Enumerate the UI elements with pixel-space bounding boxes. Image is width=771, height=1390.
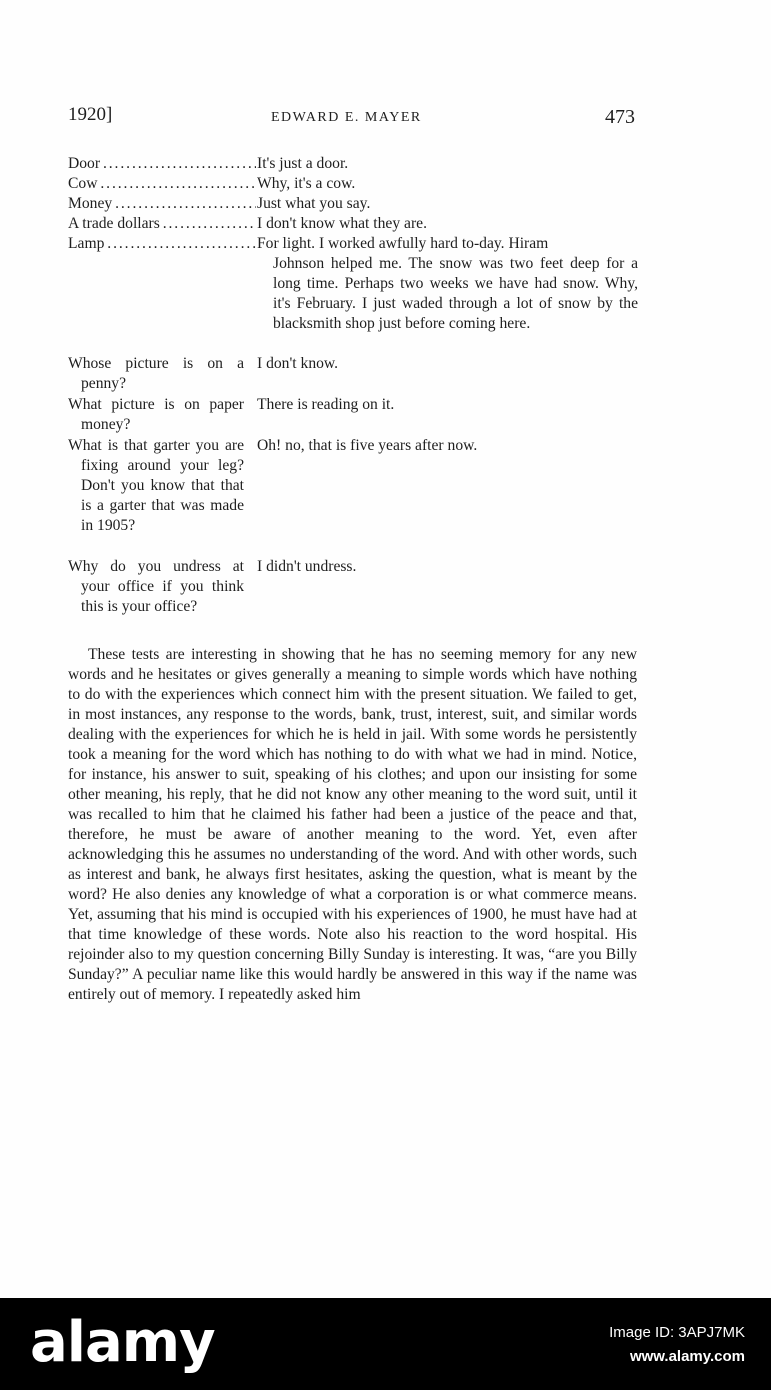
test-answer: Why, it's a cow. (257, 175, 356, 192)
image-id: Image ID: 3APJ7MK (609, 1324, 745, 1341)
question-text: Whose picture is on a penny? (68, 355, 244, 392)
running-head-year: 1920] (68, 104, 113, 125)
test-answer: Just what you say. (257, 195, 371, 212)
test-answer: I don't know what they are. (257, 215, 427, 232)
test-answer: It's just a door. (257, 155, 349, 172)
question-answer: I didn't undress. (257, 558, 357, 575)
test-answer-first-line: For light. I worked awfully hard to-day. Hiram (257, 235, 549, 252)
question-answer: Oh! no, that is five years after now. (257, 437, 478, 454)
test-word: Lamp . . . (68, 235, 256, 252)
test-word: Cow . . . (68, 175, 256, 192)
question-text: Why do you undress at your office if you think this is your office? (68, 558, 244, 615)
site-url: www.alamy.com (629, 1348, 745, 1365)
test-answer-continuation: Johnson helped me. The snow was two feet deep for a long time. Perhaps two weeks we have had snow. Why, it's February. I just waded through a lot of snow by the blacksmith shop just before coming here. (273, 255, 638, 332)
alamy-logo: alamy (30, 1310, 215, 1375)
test-word: Money . . . (68, 195, 256, 212)
page-number: 473 (605, 106, 635, 128)
body-paragraph: These tests are interesting in showing that he has no seeming memory for any new words and he hesitates or gives generally a meaning to simple words which have nothing to do with the experiences which connect him with the present situation. We failed to get, in most instances, any response to the words, bank, trust, interest, suit, and similar words dealing with the experiences for which he is held in jail. With some words he persistently took a meaning for the word which has nothing to do with what we had in mind. Notice, for instance, his answer to suit, speaking of his clothes; and upon our insisting for some other meaning, his reply, that he did not know any other meaning to the word suit, until it was recalled to him that he claimed his father had been a justice of the peace and that, therefore, he must be aware of another meaning to the word. Yet, even after acknowledging this he assumes no understanding of the word. And with other words, such as interest and bank, he always first hesitates, asking the question, what is meant by the word? He also denies any knowledge of what a corporation is or what commerce means. Yet, assuming that his mind is occupied with his experiences of 1900, he must have had at that time knowledge of these words. Note also his reaction to the word hospital. His rejoinder also to my question concerning Billy Sunday is interesting. It was, “are you Billy Sunday?” A peculiar name like this would hardly be answered in this way if the name was entirely out of memory. I repeatedly asked him (68, 646, 637, 1003)
watermark-banner (0, 1298, 771, 1390)
test-word: Door . . . (68, 155, 256, 172)
question-answer: I don't know. (257, 355, 339, 372)
running-head-author: EDWARD E. MAYER (271, 110, 422, 125)
question-text: What picture is on paper money? (68, 396, 244, 433)
test-answer (257, 234, 638, 334)
question-answer: There is reading on it. (257, 396, 395, 413)
test-word: A trade dollars . . . (68, 215, 256, 232)
question-text: What is that garter you are fixing around your leg? Don't you know that that is a garter that was made in 1905? (68, 437, 244, 534)
